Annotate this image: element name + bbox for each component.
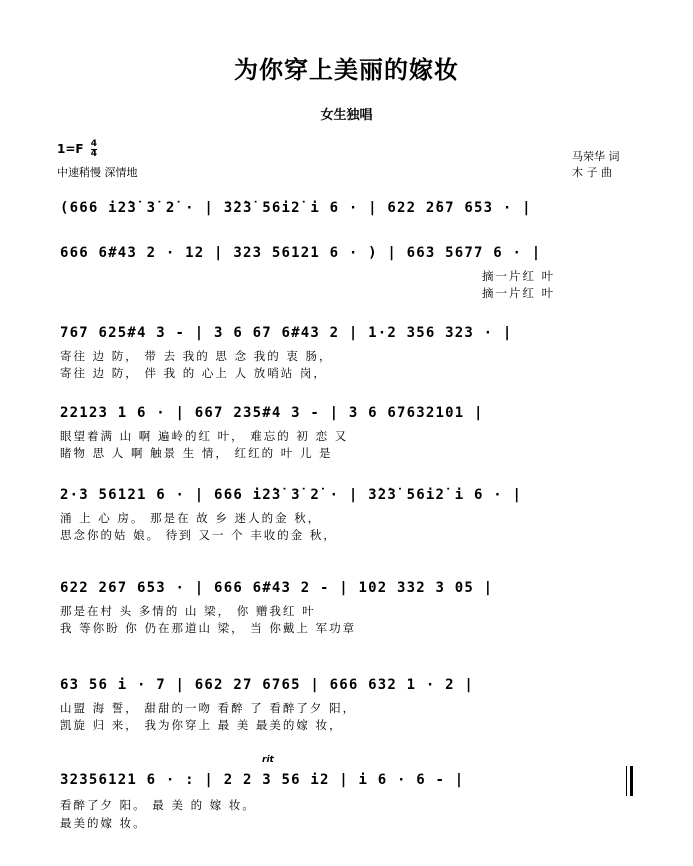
key-text: 1=F xyxy=(57,142,84,156)
lyric-row-2-line-2: 摘一片红 叶 xyxy=(482,286,556,300)
time-signature xyxy=(91,140,97,159)
notation-row-5: 2·3 56121 6 · | 666 i2̇3̇ 3̇ 2̇ · | 3̇2̇3̇ 56i2̇ i 6 · | xyxy=(60,487,523,503)
lyric-row-6-line-1: 那是在村 头 多情的 山 梁， 你 赠我红 叶 xyxy=(60,604,316,618)
lyric-row-6-line-2: 我 等你盼 你 仍在那道山 梁， 当 你戴上 军功章 xyxy=(60,621,357,635)
final-barline-thin xyxy=(626,766,627,796)
lyric-row-4-line-1: 眼望着满 山 啊 遍岭的红 叶， 难忘的 初 恋 又 xyxy=(60,429,349,443)
key-signature xyxy=(57,140,97,159)
composer-credit: 木 子 曲 xyxy=(572,166,612,179)
ritardando-marking: rit xyxy=(262,755,274,765)
lyric-row-4-line-2: 睹物 思 人 啊 触景 生 情， 红红的 叶 儿 是 xyxy=(60,446,333,460)
lyric-row-5-line-1: 涌 上 心 房。 那是在 故 乡 迷人的金 秋， xyxy=(60,511,322,525)
notation-row-7: 63 56 i · 7 | 662 27 6765 | 666 632 1 · 2 | xyxy=(60,677,475,693)
notation-row-8: 32356121 6 · : | 2 2 3 56 i2 | i 6 · 6 - | xyxy=(60,772,465,788)
lyric-row-2-line-1: 摘一片红 叶 xyxy=(482,269,556,283)
lyric-row-3-line-2: 寄往 边 防， 伴 我 的 心上 人 放哨站 岗， xyxy=(60,366,327,380)
lyric-row-8-line-2: 最美的嫁 妆。 xyxy=(60,816,147,830)
lyric-row-8-line-1: 看醉了夕 阳。 最 美 的 嫁 妆。 xyxy=(60,798,256,812)
notation-row-2: 666 6#43 2 · 12 | 323 56121 6 · ) | 663 5677 6 · | xyxy=(60,245,542,261)
notation-row-6: 622 267 653 · | 666 6#43 2 - | 102 332 3 05 | xyxy=(60,580,494,596)
lyric-row-5-line-2: 思念你的姑 娘。 待到 又一 个 丰收的金 秋， xyxy=(60,528,337,542)
subtitle: 女生独唱 xyxy=(320,108,373,123)
notation-row-1: (666 i2̇3̇ 3̇ 2̇ · | 3̇2̇3̇ 56i2̇ i 6 · | 622 2̇67 653 · | xyxy=(60,200,532,216)
notation-row-4: 22123 1 6 · | 667 235#4 3 - | 3 6 67632101 | xyxy=(60,405,484,421)
time-bottom: 4 xyxy=(90,149,98,159)
lyric-row-7-line-2: 凯旋 归 来， 我为你穿上 最 美 最美的嫁 妆， xyxy=(60,718,343,732)
lyric-row-3-line-1: 寄往 边 防， 带 去 我的 思 念 我的 衷 肠， xyxy=(60,349,333,363)
lyric-row-7-line-1: 山盟 海 誓， 甜甜的一吻 看醉 了 看醉了夕 阳， xyxy=(60,701,357,715)
page-title: 为你穿上美丽的嫁妆 xyxy=(234,55,459,84)
tempo-marking: 中速稍慢 深情地 xyxy=(57,166,138,179)
notation-row-3: 767 625#4 3 - | 3 6 67 6#43 2 | 1·2 356 323 · | xyxy=(60,325,513,341)
lyricist-credit: 马荣华 词 xyxy=(572,150,620,163)
time-top: 4 xyxy=(90,139,98,149)
final-barline-thick xyxy=(630,766,633,796)
